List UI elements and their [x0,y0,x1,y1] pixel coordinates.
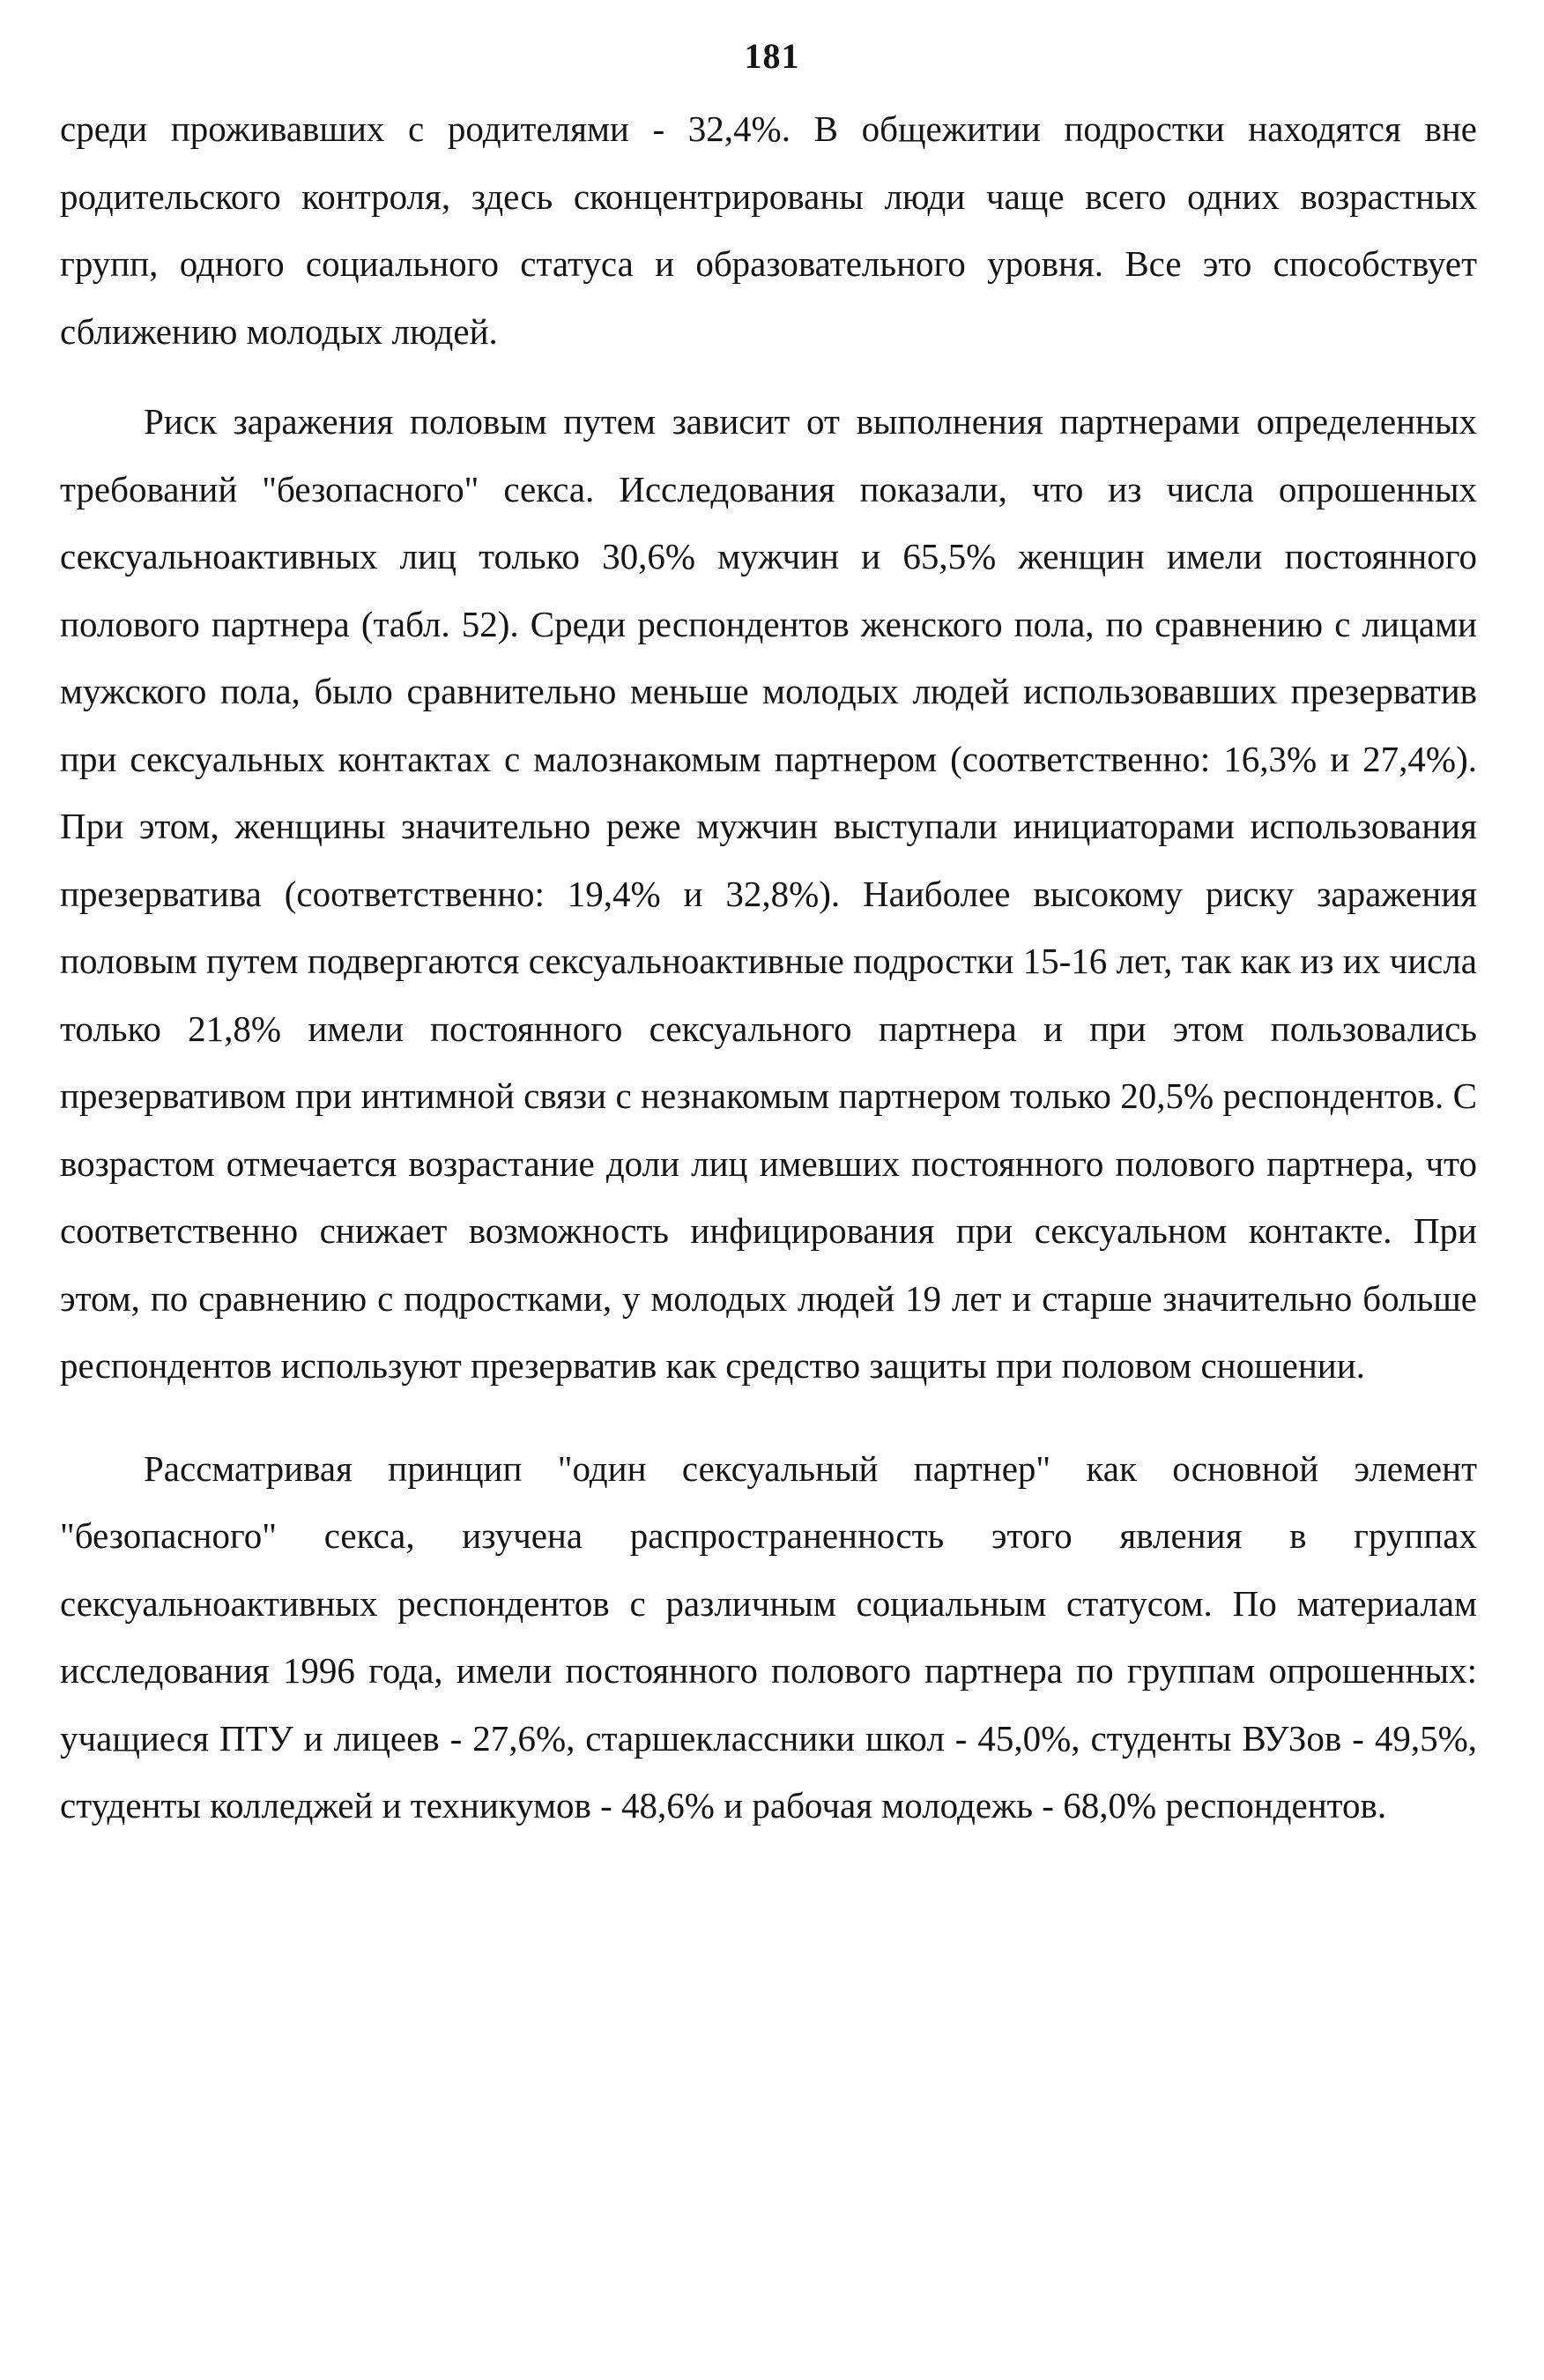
paragraph-1: среди проживавших с родителями - 32,4%. В общежитии подростки находятся вне родительского контроля, здесь сконцентрированы люди чаще всего одних возрастных групп, одного социального статуса и образовательного уровня. Все это способствует сближению молодых людей. [60,108,1477,352]
paragraph-3: Рассматривая принцип "один сексуальный партнер" как основной элемент "безопасного" секса, изучена распространенность этого явления в группах сексуальноактивных респондентов с различным социальным статусом. По материалам исследования 1996 года, имели постоянного полового партнера по группам опрошенных: учащиеся ПТУ и лицеев - 27,6%, старшеклассники школ - 45,0%, студенты ВУЗов - 49,5%, студенты колледжей и техникумов - 48,6% и рабочая молодежь - 68,0% респондентов. [60,1447,1477,1826]
page-number: 181 [744,36,800,76]
body-text [60,95,1477,1840]
paragraph-2: Риск заражения половым путем зависит от выполнения партнерами определенных требований "безопасного" секса. Исследования показали, что из числа опрошенных сексуальноактивных лиц только 30,6% мужчин и 65,5% женщин имели постоянного полового партнера (табл. 52). Среди респондентов женского пола, по сравнению с лицами мужского пола, было сравнительно меньше молодых людей использовавших презерватив при сексуальных контактах с малознакомым партнером (соответственно: 16,3% и 27,4%). При этом, женщины значительно реже мужчин выступали инициаторами использования презерватива (соответственно: 19,4% и 32,8%). Наиболее высокому риску заражения половым путем подвергаются сексуальноактивные подростки 15-16 лет, так как из их числа только 21,8% имели постоянного сексуального партнера и при этом пользовались презервативом при интимной связи с незнакомым партнером только 20,5% респондентов. С возрастом отмечается возрастание доли лиц имевших постоянного полового партнера, что соответственно снижает возможность инфицирования при сексуальном контакте. При этом, по сравнению с подростками, у молодых людей 19 лет и старше значительно больше респондентов используют презерватив как средство защиты при половом сношении. [60,401,1477,1386]
